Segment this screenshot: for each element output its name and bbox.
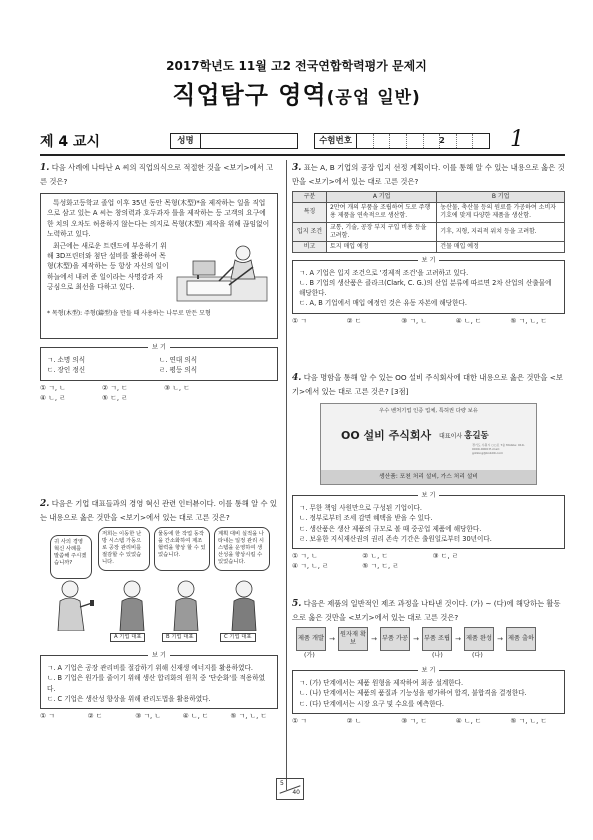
bubble-c: 계획 대비 실적을 나타내는 일정 관리 시스템을 운영하여 생산성을 향상시킬 수 있었습니다.	[214, 527, 270, 571]
footer-page: 5	[280, 780, 284, 787]
q5-choice-4[interactable]: ④ ㄴ, ㄷ	[455, 716, 482, 725]
q2-stem	[40, 498, 278, 523]
q3-choice-1[interactable]: ① ㄱ	[292, 316, 307, 325]
arrow-right-icon: →	[497, 635, 503, 644]
question-4	[292, 372, 565, 572]
bubble-b: 물동에 한 작업 동작을 간소화하여 제조 협력을 향상 할 수 있었습니다.	[154, 527, 210, 571]
question-5	[292, 598, 565, 727]
q2-bogi-box	[40, 652, 278, 709]
q3-choices	[292, 317, 565, 327]
exam-title	[0, 78, 593, 113]
q4-stem	[292, 372, 565, 397]
card-top-text: 우수 벤처기업 인증 업체, 특허권 다량 보유	[379, 408, 478, 415]
q3-number: 3.	[292, 163, 302, 173]
q4-choice-1[interactable]: ① ㄱ, ㄴ	[292, 552, 318, 561]
q2-bogi-label: 보 기	[148, 652, 170, 659]
name-label: 성명	[171, 134, 201, 148]
q2-choice-5[interactable]: ⑤ ㄱ, ㄴ, ㄷ	[230, 712, 267, 721]
q2-choice-1[interactable]: ① ㄱ	[40, 712, 55, 721]
column-divider	[286, 160, 287, 790]
q1-choice-4[interactable]: ④ ㄴ, ㄹ	[40, 393, 66, 402]
q5-bogi-label: 보 기	[418, 667, 440, 674]
q1-choice-2[interactable]: ② ㄱ, ㄷ	[102, 383, 128, 392]
q1-choices	[40, 384, 278, 404]
page-number: 1	[510, 127, 524, 152]
q5-choice-5[interactable]: ⑤ ㄱ, ㄴ, ㄷ	[510, 716, 547, 725]
q4-bogi-item: ㄱ. 무한 책임 사원만으로 구성된 기업이다.	[299, 504, 422, 513]
q2-bogi-item: ㄷ. C 기업은 생산성 향상을 위해 관리도법을 활용하였다.	[47, 694, 211, 703]
header-divider	[40, 154, 565, 156]
q4-bogi-item: ㄷ. 생산품은 생산 제품의 규모로 볼 때 중공업 제품에 해당한다.	[299, 524, 482, 533]
period-label: 제 4 교시	[40, 134, 101, 150]
exam-number-cells	[357, 134, 489, 148]
q1-passage-box	[40, 193, 278, 339]
question-2	[40, 498, 278, 722]
q5-stem-text: 다음은 제품의 일반적인 제조 과정을 나타낸 것이다. (가) ~ (다)에 해당하는 활동으로 옳은 것만을 <보기>에서 있는 대로 고른 것은?	[292, 599, 561, 622]
interview-people-icon	[40, 573, 278, 631]
q3-bogi-label: 보 기	[418, 257, 440, 264]
q1-stem-text: 다음 사례에 나타난 A 씨의 직업의식으로 적절한 것을 <보기>에서 고른 것은?	[40, 163, 274, 186]
q1-bogi-box	[40, 344, 278, 380]
q2-bogi-item: ㄴ. B 기업은 원가를 줄이기 위해 생산 합리화의 원칙 중 '단순화'를 적용하였다.	[47, 674, 266, 693]
exam-number-value: 2	[439, 136, 445, 145]
q3-bogi-item: ㄷ. A, B 기업에서 매입 예정인 것은 유동 자본에 해당한다.	[299, 299, 467, 308]
q3-bogi-item: ㄴ. B 기업의 생산품은 클라크(Clark, C. G.)의 산업 분류에 따르면 2차 산업의 산출물에 해당한다.	[299, 279, 552, 298]
q5-bogi-item: ㄴ. (나) 단계에서는 제품의 품질과 기능성을 평가하여 합격, 불합격을 결정한다.	[299, 689, 527, 698]
name-field[interactable]	[170, 133, 298, 149]
q4-bogi-box	[292, 492, 565, 549]
card-company: OO 설비 주식회사	[341, 429, 432, 443]
q3-cell: 농산물, 축산물 등의 원료를 가공하여 소비자 기호에 맞게 다양한 제품을 생산함.	[437, 203, 565, 222]
q3-cell: 토지 매입 예정	[327, 241, 437, 252]
q1-bogi-item: ㄹ. 평등 의식	[159, 366, 198, 375]
exam-title-sub: (공업 일반)	[326, 88, 421, 108]
bubble-a: 저희는 이동한 난방 시스템 가동으로 공장 관리비를 절감할 수 있었습니다.	[98, 527, 150, 571]
exam-title-main: 직업탐구 영역	[172, 81, 327, 109]
q2-interview-illustration	[40, 527, 278, 645]
footer-total: 40	[292, 789, 300, 797]
q1-stem	[40, 162, 278, 187]
q5-choice-3[interactable]: ③ ㄱ, ㄷ	[401, 716, 427, 725]
q2-stem-text: 다음은 기업 대표들과의 경영 혁신 관련 인터뷰이다. 이를 통해 알 수 있는 내용으로 옳은 것만을 <보기>에서 있는 대로 고른 것은?	[40, 499, 277, 522]
q3-stem	[292, 162, 565, 187]
arrow-right-icon: →	[413, 635, 419, 644]
q3-table-head: 구분	[293, 192, 327, 203]
q5-choice-2[interactable]: ② ㄴ	[346, 716, 362, 725]
exam-number-field[interactable]	[314, 133, 490, 149]
arrow-right-icon: →	[371, 635, 377, 644]
q3-table-head: A 기업	[327, 192, 437, 203]
label-a: A 기업 대표	[110, 633, 145, 642]
q1-choice-1[interactable]: ① ㄱ, ㄴ	[40, 383, 66, 392]
card-address: 경기도 수원시 ○○로 7층 Mobile: 010-0000-0000 E-mail: gildong@bnb00.com	[472, 443, 525, 456]
card-ceo-name: 홍길동	[464, 431, 489, 442]
q3-table	[292, 191, 565, 253]
q3-choice-2[interactable]: ② ㄷ	[346, 316, 362, 325]
flow-label-ga: (가)	[304, 652, 315, 660]
q1-bogi-label: 보 기	[148, 344, 170, 351]
q3-row-head: 비고	[293, 241, 327, 252]
q1-bogi-item: ㄴ. 연대 의식	[159, 356, 198, 365]
q5-bogi-box	[292, 667, 565, 714]
q5-choices	[292, 717, 565, 727]
q5-bogi-item: ㄱ. (가) 단계에서는 제품 원형을 제작하여 최종 설계한다.	[299, 679, 464, 688]
q4-choice-4[interactable]: ④ ㄱ, ㄴ, ㄹ	[292, 561, 329, 570]
flow-label-da: (다)	[472, 652, 483, 660]
q3-bogi-item: ㄱ. A 기업은 입지 조건으로 '경제적 조건'을 고려하고 있다.	[299, 268, 469, 277]
q1-choice-5[interactable]: ⑤ ㄷ, ㄹ	[102, 393, 128, 402]
q1-number: 1.	[40, 163, 50, 173]
q4-stem-text: 다음 명함을 통해 알 수 있는 OO 설비 주식회사에 대한 내용으로 옳은 것만을 <보기>에서 있는 대로 고른 것은? [3점]	[292, 373, 563, 396]
q3-cell: 건물 매입 예정	[437, 241, 565, 252]
q4-choice-3[interactable]: ③ ㄷ, ㄹ	[432, 552, 459, 561]
q2-choice-4[interactable]: ④ ㄴ, ㄷ	[182, 712, 209, 721]
q3-choice-4[interactable]: ④ ㄴ, ㄷ	[455, 316, 482, 325]
flow-step: 제품 출하	[506, 627, 536, 651]
q3-stem-text: 표는 A, B 기업의 공장 입지 선정 계획이다. 이를 통해 알 수 있는 내용으로 옳은 것만을 <보기>에서 있는 대로 고른 것은?	[292, 163, 565, 186]
question-1	[40, 162, 278, 403]
q4-bogi-label: 보 기	[418, 492, 440, 499]
flow-step: 부품 가공	[380, 627, 410, 651]
reporter-bubble: 귀 사의 경영 혁신 사례를 말씀해 주시겠습니까?	[50, 535, 92, 579]
craftsman-illustration	[173, 241, 271, 307]
q3-cell: 교통, 기술, 공장 부지 구입 비용 등을 고려함.	[327, 222, 437, 241]
q3-bogi-box	[292, 256, 565, 314]
card-footer: 생산품: 포천 처리 설비, 가스 처리 설비	[321, 470, 536, 484]
q1-passage-p1: 특성화고등학교 졸업 이후 35년 동안 목형(木型)*을 제작하는 일을 직업으로 삼고 있는 A 씨는 창의력과 호두과자 틀을 제작하는 등 고객의 요구에 한 치의 오차도 허용하지 않는다는 의지로 목형(木型) 제작을 위해 끊임없이 노력하고 있다.	[47, 199, 270, 238]
q2-choice-2[interactable]: ② ㄷ	[87, 712, 103, 721]
q5-stem	[292, 598, 565, 623]
q1-footnote: * 목형(木型): 주형(鑄型)을 만들 때 사용하는 나무로 만든 모형	[47, 309, 211, 317]
label-c: C 기업 대표	[220, 633, 256, 642]
q3-choice-5[interactable]: ⑤ ㄱ, ㄴ, ㄷ	[510, 316, 547, 325]
card-ceo-label: 대표이사	[439, 433, 463, 441]
q1-passage-p2: 최근에는 새로운 트렌드에 부응하기 위해 3D프린터와 첨단 설비를 활용하여 목형(木型)을 제작하는 등 항상 자신의 일이 하늘에서 내려 준 일이라는 사명감과 자긍심으로 최선을 다하고 있다.	[47, 241, 169, 291]
q1-bogi-item: ㄱ. 소명 의식	[47, 356, 86, 365]
exam-subtitle: 2017학년도 11월 고2 전국연합학력평가 문제지	[166, 59, 427, 73]
flow-step: 제품 개발	[296, 627, 326, 651]
id-row	[40, 127, 565, 152]
q1-bogi-item: ㄷ. 장인 정신	[47, 366, 86, 375]
q2-number: 2.	[40, 499, 50, 509]
flow-label-na: (나)	[432, 652, 443, 660]
question-3	[292, 162, 565, 327]
q5-bogi-item: ㄷ. (다) 단계에서는 시장 요구 및 수요를 예측한다.	[299, 699, 445, 708]
footer-page-box	[276, 778, 304, 800]
q4-choice-5[interactable]: ⑤ ㄱ, ㄷ, ㄹ	[362, 561, 399, 570]
q3-table-head: B 기업	[437, 192, 565, 203]
flow-step: 부품 조립	[422, 627, 452, 651]
q4-number: 4.	[292, 373, 302, 383]
exam-number-label: 수험번호	[315, 134, 357, 148]
label-b: B 기업 대표	[162, 633, 197, 642]
q1-choice-3[interactable]: ③ ㄴ, ㄷ	[164, 383, 190, 392]
flow-step: 제품 완성	[464, 627, 494, 651]
q4-choice-2[interactable]: ② ㄴ, ㄷ	[362, 552, 388, 561]
q4-bogi-item: ㄴ. 정부로부터 조세 감면 혜택을 받을 수 있다.	[299, 514, 433, 523]
q4-bogi-item: ㄹ. 보유한 지식재산권의 권리 존속 기간은 출원일로부터 30년이다.	[299, 534, 492, 543]
q3-cell: 2만여 개의 부품을 조립하여 도로 주행용 제품을 연속적으로 생산함.	[327, 203, 437, 222]
q5-flow-labels	[292, 652, 565, 662]
q5-process-flow	[296, 627, 565, 651]
q2-bogi-item: ㄱ. A 기업은 공장 관리비를 절감하기 위해 신재생 에너지를 활용하였다.	[47, 664, 253, 673]
card-ceo	[439, 430, 489, 442]
arrow-right-icon: →	[455, 635, 461, 644]
arrow-right-icon: →	[329, 635, 335, 644]
q3-row-head: 특징	[293, 203, 327, 222]
q4-choices	[292, 552, 565, 572]
q3-choice-3[interactable]: ③ ㄱ, ㄴ	[401, 316, 427, 325]
q5-number: 5.	[292, 599, 302, 609]
q3-row-head: 입지 조건	[293, 222, 327, 241]
business-card	[320, 403, 537, 485]
q2-choices	[40, 712, 278, 722]
q3-cell: 기후, 지형, 지리적 위치 등을 고려함.	[437, 222, 565, 241]
q2-choice-3[interactable]: ③ ㄱ, ㄴ	[135, 712, 161, 721]
flow-step: 원자재 확보	[338, 627, 368, 651]
q5-choice-1[interactable]: ① ㄱ	[292, 716, 307, 725]
